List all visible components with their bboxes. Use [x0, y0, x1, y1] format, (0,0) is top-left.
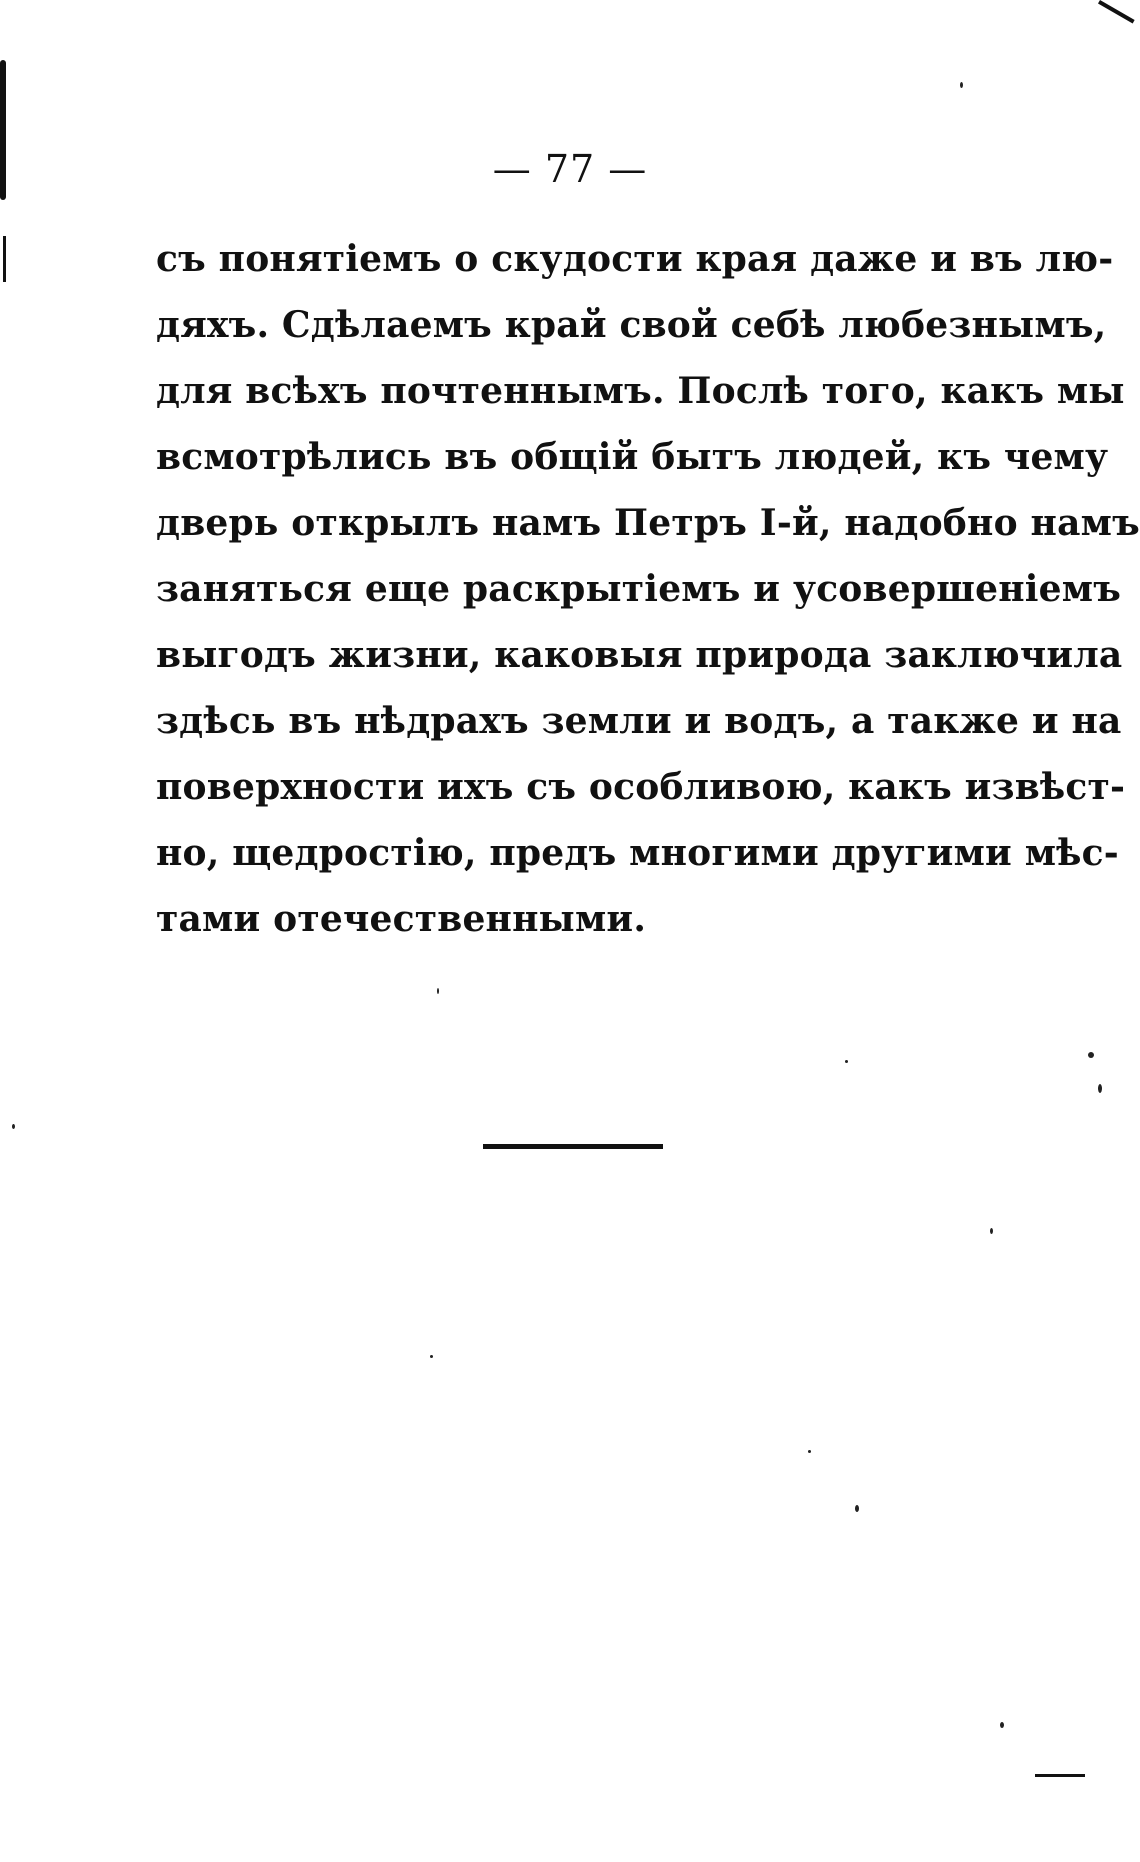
- text-line: но, щедростію, предъ многими другими мѣс-: [156, 832, 1119, 874]
- scan-edge-mark-left: [3, 236, 6, 282]
- text-line: здѣсь въ нѣдрахъ земли и водъ, а также и на: [156, 700, 1122, 742]
- scan-speck: [437, 988, 439, 994]
- scan-edge-mark-bottom-right: [1035, 1774, 1085, 1777]
- scan-speck: [1098, 1084, 1102, 1093]
- scan-speck: [12, 1124, 15, 1129]
- text-line: дяхъ. Сдѣлаемъ край свой себѣ любезнымъ,: [156, 304, 1107, 346]
- text-line: для всѣхъ почтеннымъ. Послѣ того, какъ мы: [156, 370, 1125, 412]
- scan-speck: [845, 1060, 848, 1063]
- scan-corner-mark-top-right: [1098, 0, 1135, 23]
- page-number: — 77 —: [492, 147, 648, 191]
- text-line: съ понятіемъ о скудости края даже и въ лю-: [156, 238, 1114, 280]
- text-line-last: тами отечественными.: [156, 898, 647, 940]
- text-line: поверхности ихъ съ особливою, какъ извѣст-: [156, 766, 1126, 808]
- text-line: дверь открылъ намъ Петръ I-й, надобно намъ: [156, 502, 1140, 544]
- scan-speck: [855, 1505, 859, 1512]
- text-line: выгодъ жизни, каковыя природа заключила: [156, 634, 1123, 676]
- text-line: заняться еще раскрытіемъ и усовершеніемъ: [156, 568, 1122, 610]
- body-text: [156, 226, 1140, 952]
- scan-speck: [1000, 1722, 1004, 1728]
- scan-speck: [430, 1355, 433, 1358]
- text-line: всмотрѣлись въ общій бытъ людей, къ чему: [156, 436, 1109, 478]
- scan-speck: [1088, 1052, 1094, 1058]
- scan-speck: [808, 1450, 811, 1453]
- section-end-rule: [483, 1144, 663, 1149]
- scan-speck: [990, 1228, 993, 1234]
- scan-speck: [960, 82, 963, 88]
